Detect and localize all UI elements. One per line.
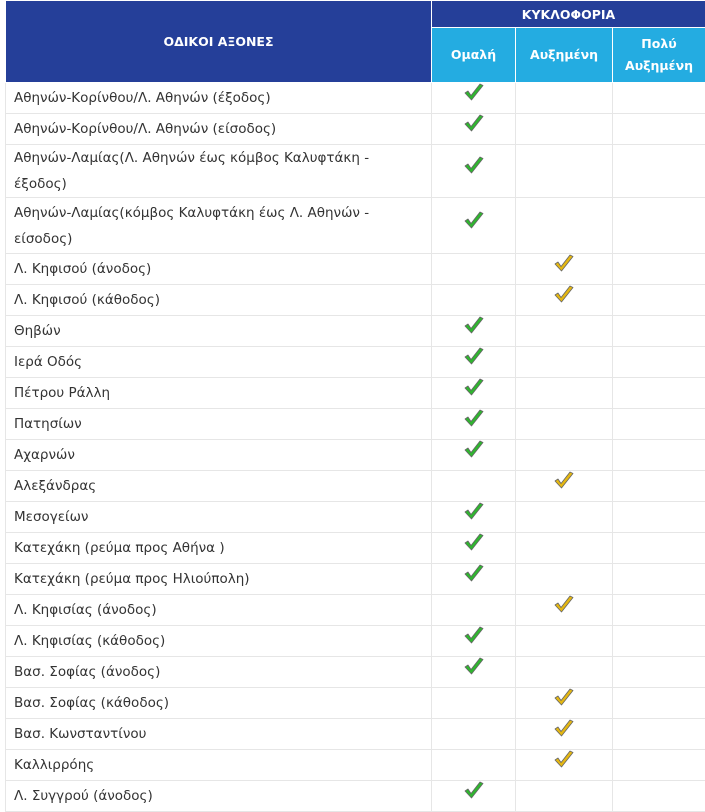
table-row bbox=[6, 626, 705, 657]
road-name: Κατεχάκη (ρεύμα προς Αθήνα ) bbox=[6, 533, 432, 564]
table-row bbox=[6, 145, 705, 198]
header-row-top bbox=[6, 1, 705, 28]
level-header-normal: Ομαλή bbox=[432, 28, 516, 83]
traffic-level-cell bbox=[516, 564, 613, 595]
traffic-level-cell bbox=[613, 626, 705, 657]
check-icon-yellow bbox=[553, 718, 575, 738]
traffic-level-cell bbox=[432, 254, 516, 285]
traffic-level-cell bbox=[516, 595, 613, 626]
table-row bbox=[6, 471, 705, 502]
traffic-level-cell bbox=[613, 198, 705, 254]
road-axes-header: ΟΔΙΚΟΙ ΑΞΟΝΕΣ bbox=[6, 1, 432, 83]
table-row bbox=[6, 533, 705, 564]
traffic-level-cell bbox=[432, 781, 516, 812]
traffic-level-cell bbox=[432, 657, 516, 688]
road-name: Λ. Κηφισού (κάθοδος) bbox=[6, 285, 432, 316]
traffic-level-cell bbox=[432, 564, 516, 595]
check-icon-green bbox=[463, 155, 485, 175]
check-icon-green bbox=[463, 625, 485, 645]
table-row bbox=[6, 595, 705, 626]
traffic-level-cell bbox=[432, 198, 516, 254]
traffic-level-cell bbox=[516, 285, 613, 316]
check-icon-yellow bbox=[553, 594, 575, 614]
traffic-level-cell bbox=[516, 440, 613, 471]
traffic-level-cell bbox=[432, 83, 516, 114]
traffic-rows bbox=[6, 83, 705, 812]
traffic-level-cell bbox=[613, 145, 705, 198]
table-row bbox=[6, 409, 705, 440]
traffic-header: ΚΥΚΛΟΦΟΡΙΑ bbox=[432, 1, 705, 28]
road-name: Λ. Κηφισού (άνοδος) bbox=[6, 254, 432, 285]
traffic-level-cell bbox=[613, 347, 705, 378]
traffic-table bbox=[5, 0, 705, 812]
traffic-level-cell bbox=[613, 688, 705, 719]
road-name: Θηβών bbox=[6, 316, 432, 347]
level-header-very-increased: Πολύ Αυξημένη bbox=[613, 28, 705, 83]
table-row bbox=[6, 114, 705, 145]
traffic-level-cell bbox=[516, 114, 613, 145]
check-icon-green bbox=[463, 656, 485, 676]
traffic-level-cell bbox=[516, 657, 613, 688]
traffic-level-cell bbox=[516, 316, 613, 347]
table-row bbox=[6, 83, 705, 114]
traffic-level-cell bbox=[613, 114, 705, 145]
road-name: Μεσογείων bbox=[6, 502, 432, 533]
traffic-level-cell bbox=[613, 83, 705, 114]
traffic-level-cell bbox=[516, 145, 613, 198]
traffic-level-cell bbox=[516, 254, 613, 285]
traffic-level-cell bbox=[432, 471, 516, 502]
check-icon-green bbox=[463, 501, 485, 521]
check-icon-green bbox=[463, 377, 485, 397]
check-icon-yellow bbox=[553, 253, 575, 273]
road-name: Αθηνών-Λαμίας(κόμβος Καλυφτάκη έως Λ. Αθηνών - είσοδος) bbox=[6, 198, 432, 254]
traffic-level-cell bbox=[516, 378, 613, 409]
table-row bbox=[6, 285, 705, 316]
road-name: Πατησίων bbox=[6, 409, 432, 440]
traffic-level-cell bbox=[613, 471, 705, 502]
road-name: Βασ. Σοφίας (άνοδος) bbox=[6, 657, 432, 688]
traffic-level-cell bbox=[432, 688, 516, 719]
table-row bbox=[6, 378, 705, 409]
road-name: Ιερά Οδός bbox=[6, 347, 432, 378]
traffic-level-cell bbox=[432, 719, 516, 750]
table-row bbox=[6, 502, 705, 533]
road-name: Αθηνών-Κορίνθου/Λ. Αθηνών (έξοδος) bbox=[6, 83, 432, 114]
road-name: Καλλιρρόης bbox=[6, 750, 432, 781]
traffic-level-cell bbox=[516, 626, 613, 657]
road-name: Πέτρου Ράλλη bbox=[6, 378, 432, 409]
road-name: Βασ. Σοφίας (κάθοδος) bbox=[6, 688, 432, 719]
check-icon-green bbox=[463, 439, 485, 459]
traffic-level-cell bbox=[516, 688, 613, 719]
traffic-level-cell bbox=[613, 316, 705, 347]
check-icon-green bbox=[463, 780, 485, 800]
check-icon-yellow bbox=[553, 470, 575, 490]
traffic-level-cell bbox=[432, 378, 516, 409]
traffic-level-cell bbox=[516, 409, 613, 440]
road-name: Λ. Κηφισίας (κάθοδος) bbox=[6, 626, 432, 657]
traffic-level-cell bbox=[613, 719, 705, 750]
check-icon-yellow bbox=[553, 284, 575, 304]
traffic-level-cell bbox=[613, 595, 705, 626]
traffic-level-cell bbox=[516, 347, 613, 378]
traffic-level-cell bbox=[432, 316, 516, 347]
traffic-level-cell bbox=[432, 145, 516, 198]
traffic-level-cell bbox=[516, 750, 613, 781]
check-icon-green bbox=[463, 563, 485, 583]
traffic-level-cell bbox=[432, 626, 516, 657]
traffic-level-cell bbox=[613, 378, 705, 409]
traffic-level-cell bbox=[516, 533, 613, 564]
road-name: Λ. Κηφισίας (άνοδος) bbox=[6, 595, 432, 626]
road-name: Βασ. Κωνσταντίνου bbox=[6, 719, 432, 750]
traffic-level-cell bbox=[432, 409, 516, 440]
check-icon-yellow bbox=[553, 749, 575, 769]
table-row bbox=[6, 316, 705, 347]
traffic-level-cell bbox=[516, 502, 613, 533]
traffic-level-cell bbox=[432, 114, 516, 145]
traffic-level-cell bbox=[613, 533, 705, 564]
traffic-level-cell bbox=[432, 285, 516, 316]
traffic-level-cell bbox=[613, 781, 705, 812]
traffic-level-cell bbox=[613, 409, 705, 440]
check-icon-green bbox=[463, 408, 485, 428]
table-row bbox=[6, 564, 705, 595]
table-row bbox=[6, 254, 705, 285]
traffic-level-cell bbox=[516, 719, 613, 750]
traffic-level-cell bbox=[432, 502, 516, 533]
check-icon-green bbox=[463, 346, 485, 366]
check-icon-green bbox=[463, 532, 485, 552]
traffic-level-cell bbox=[613, 502, 705, 533]
traffic-level-cell bbox=[432, 595, 516, 626]
traffic-level-cell bbox=[432, 347, 516, 378]
traffic-level-cell bbox=[432, 750, 516, 781]
traffic-level-cell bbox=[613, 254, 705, 285]
traffic-level-cell bbox=[516, 198, 613, 254]
traffic-level-cell bbox=[613, 564, 705, 595]
road-name: Αθηνών-Λαμίας(Λ. Αθηνών έως κόμβος Καλυφτάκη - έξοδος) bbox=[6, 145, 432, 198]
traffic-level-cell bbox=[613, 440, 705, 471]
road-name: Αθηνών-Κορίνθου/Λ. Αθηνών (είσοδος) bbox=[6, 114, 432, 145]
traffic-level-cell bbox=[432, 533, 516, 564]
check-icon-green bbox=[463, 82, 485, 102]
traffic-level-cell bbox=[613, 657, 705, 688]
table-row bbox=[6, 440, 705, 471]
road-name: Αχαρνών bbox=[6, 440, 432, 471]
check-icon-green bbox=[463, 113, 485, 133]
table-row bbox=[6, 688, 705, 719]
traffic-level-cell bbox=[516, 83, 613, 114]
table-row bbox=[6, 719, 705, 750]
table-row bbox=[6, 657, 705, 688]
check-icon-yellow bbox=[553, 687, 575, 707]
table-row bbox=[6, 781, 705, 812]
road-name: Αλεξάνδρας bbox=[6, 471, 432, 502]
check-icon-green bbox=[463, 210, 485, 230]
table-row bbox=[6, 750, 705, 781]
level-header-increased: Αυξημένη bbox=[516, 28, 613, 83]
table-row bbox=[6, 347, 705, 378]
traffic-level-cell bbox=[613, 285, 705, 316]
traffic-level-cell bbox=[516, 781, 613, 812]
traffic-level-cell bbox=[613, 750, 705, 781]
traffic-level-cell bbox=[432, 440, 516, 471]
traffic-level-cell bbox=[516, 471, 613, 502]
table-row bbox=[6, 198, 705, 254]
road-name: Λ. Συγγρού (άνοδος) bbox=[6, 781, 432, 812]
road-name: Κατεχάκη (ρεύμα προς Ηλιούπολη) bbox=[6, 564, 432, 595]
check-icon-green bbox=[463, 315, 485, 335]
